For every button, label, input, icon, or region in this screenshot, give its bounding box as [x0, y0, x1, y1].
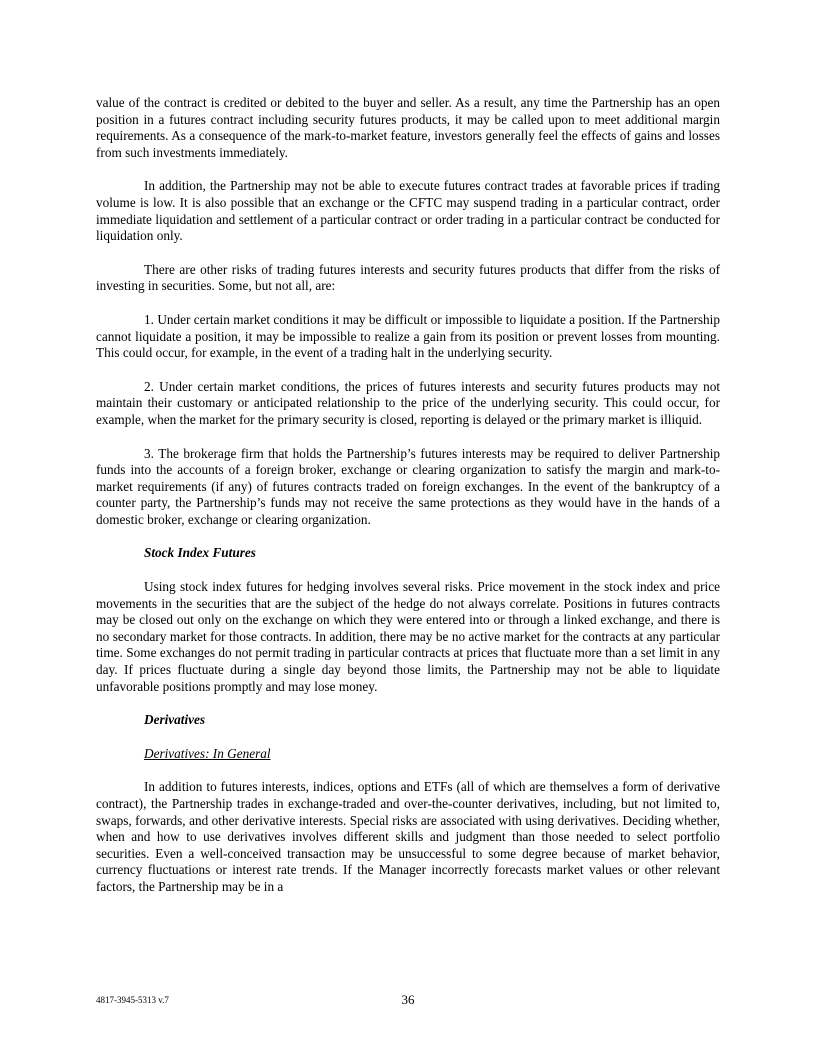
footer-document-id: 4817-3945-5313 v.7 [96, 995, 169, 1005]
paragraph-risk-1: 1. Under certain market conditions it may be difficult or impossible to liquidate a position. If the Partnership cannot liquidate a position, it may be impossible to realize a gain from its position or prevent losses from mounting. This could occur, for example, in the event of a trading halt in the underlying security. [96, 311, 720, 361]
subheading-derivatives-in-general: Derivatives: In General [144, 745, 271, 761]
paragraph-stock-index-futures: Using stock index futures for hedging involves several risks. Price movement in the stock index and price movements in the securities that are the subject of the hedge do not always correlate. Positions in futures contracts may be closed out only on the exchange on which they were entered into or through a linked exchange, and there is no secondary market for those contracts. In addition, there may be no active market for the contracts at any particular time. Some exchanges do not permit trading in particular contracts at prices that fluctuate more than a set limit in any day. If prices fluctuate during a single day beyond those limits, the Partnership may not be able to liquidate unfavorable positions promptly and may lose money. [96, 579, 720, 694]
heading-stock-index-futures: Stock Index Futures [144, 545, 256, 561]
paragraph-risk-3: 3. The brokerage firm that holds the Partnership’s futures interests may be required to deliver Partnership funds into the accounts of a foreign broker, exchange or clearing organization to satisfy the margin and mark-to-market requirements (if any) of futures contracts traded on foreign exchanges. In the event of the bankruptcy of a counter party, the Partnership’s funds may not receive the same protections as they would have in the hands of a domestic broker, exchange or clearing organization. [96, 445, 720, 527]
heading-derivatives: Derivatives [144, 712, 206, 728]
document-body [96, 95, 720, 913]
paragraph-mark-to-market: value of the contract is credited or debited to the buyer and seller. As a result, any time the Partnership has an open position in a futures contract including security futures products, it may be called upon to meet additional margin requirements. As a consequence of the mark-to-market feature, investors generally feel the effects of gains and losses from such investments immediately. [96, 95, 720, 160]
paragraph-execution-risk: In addition, the Partnership may not be able to execute futures contract trades at favorable prices if trading volume is low. It is also possible that an exchange or the CFTC may suspend trading in a particular contract, order immediate liquidation and settlement of a particular contract or order trading in a particular contract be conducted for liquidation only. [96, 178, 720, 244]
paragraph-other-risks-intro: There are other risks of trading futures interests and security futures products that differ from the risks of investing in securities. Some, but not all, are: [96, 261, 720, 294]
paragraph-risk-2: 2. Under certain market conditions, the prices of futures interests and security futures products may not maintain their customary or anticipated relationship to the price of the underlying security. This could occur, for example, when the market for the primary security is closed, reporting is delayed or the primary market is illiquid. [96, 378, 720, 427]
footer-page-number: 36 [401, 992, 415, 1007]
paragraph-derivatives-general: In addition to futures interests, indices, options and ETFs (all of which are themselves a form of derivative contract), the Partnership trades in exchange-traded and over-the-counter derivatives, including, but not limited to, swaps, forwards, and other derivative interests. Special risks are associated with using derivatives. Deciding whether, when and how to use derivatives involves different skills and judgment than those needed to select portfolio securities. Even a well-conceived transaction may be unsuccessful to some degree because of market behavior, currency fluctuations or interest rate trends. If the Manager incorrectly forecasts market values or other relevant factors, the Partnership may be in a [96, 779, 720, 894]
